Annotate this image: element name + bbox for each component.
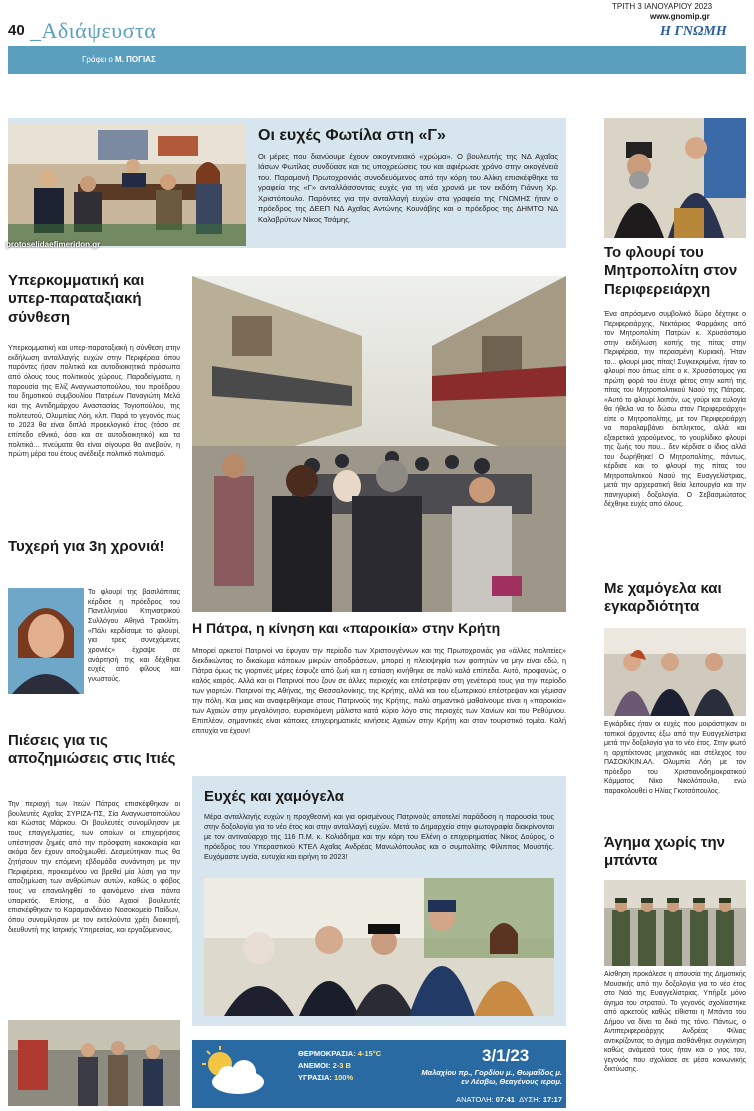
xamogela-photo xyxy=(604,628,746,716)
sunrise-value: 07:41 xyxy=(495,1095,515,1104)
newspaper-logo: Η ΓΝΩΜΗ xyxy=(660,24,727,39)
sunrise-label: ΑΝΑΤΟΛΗ: xyxy=(456,1095,494,1104)
xamogela-title: Με χαμόγελα και εγκαρδιότητα xyxy=(604,580,722,616)
xamogela-body: Εγκάρδιες ήταν οι ευχές που μοιράστηκαν οι τοπικοί άρχοντες έξω από την Ευαγγελίστρια μετά την δοξολογία για το νέο έτος. Στην φωτό η αρχιτέκτονας μηχανικός και στέλεχος του ΠΑΣΟΚ/ΚΙΝ.ΑΛ. Ολυμπία Λόη με τον πρόεδρο του Χριστιανοδημοκρατικού Κόμματος Νίκο Νικολόπουλο, ενώ παρακολουθεί ο Ηλίας Γκοτσόπουλος. xyxy=(604,721,746,795)
sun-times xyxy=(400,1095,562,1104)
tyxeri-body: Το φλουρί της βασιλόπιτας κέρδισε η πρόεδρος του Πανελληνίου Κτηνιατρικού Συλλόγου Αθηνά Τρακλίτη. «Πάλι κερδίσαμε το φλουρί, για τρεις συνεχόμενες χρονιές» έχραψε σε ανάρτησή της και δέχθηκε ευχές από φίλους και γνωστούς. xyxy=(88,589,180,683)
wind-label: ΑΝΕΜΟΙ: xyxy=(298,1061,331,1070)
fotila-title: Οι ευχές Φωτίλα στη «Γ» xyxy=(258,127,446,144)
byline xyxy=(82,55,156,64)
patra-body: Μπορεί αρκετοί Πατρινοί να έφυγαν την περίοδο των Χριστουγέννων και της Πρωτοχρονιάς για «άλλες πολιτείες» διεκδικώντας το δικαίωμα κάποιων μικρών αποδράσεων, μπορεί η πλειοψηφία των φοιτητών να μην είναι εδώ, η Πάτρα όμως τις γιορτινές μέρες έσφυζε από ζωή και η εστίαση κινήθηκε σε πολύ καλά επίπεδα. Αυτό, προφανώς, ο καλός καιρός. Αλλά και οι Πατρινοί που ζουν σε άλλες περιοχές και επέστρεψαν στη γενέτειρά τους για την περίοδο των γιορτών. Πατρινοί της Αθήνας, της Θεσσαλονίκης, της Κρήτης, αλλά και του εξωτερικού επέστρεψαν και γέμισαν την πόλη. Και μιας και αναφερθήκαμε στους Πατρινούς της Κρήτης, πολύ σημαντικό μαθαίνουμε είναι η «παροικία» των Αχαιών στην μεγαλόνησο, ευρισκόμενη μάλιστα κατά κύριο λόγο στις περιοχές των Χανίων και του Ρεθύμνου. Επιπλέον, σημαντικές είναι κάποιες επιχειρηματικές κινήσεις Αχαιών στην Κρήτη και στον τουριστικό τομέα. Καλή επιτυχία να έχουν! xyxy=(192,646,566,735)
wind-value: 2-3 B xyxy=(332,1061,351,1070)
byline-author: Μ. ΠΟΓΙΑΣ xyxy=(115,55,156,64)
page-number: 40 xyxy=(8,22,25,39)
pieseis-title: Πιέσεις για τις αποζημιώσεις στις Ιτιές xyxy=(8,732,176,768)
sunset-value: 17:17 xyxy=(542,1095,562,1104)
fotila-photo xyxy=(8,124,246,246)
weather-cloud-icon xyxy=(198,1046,268,1102)
humidity-label: ΥΓΡΑΣΙΑ: xyxy=(298,1073,332,1082)
eyxes-photo xyxy=(204,878,554,1016)
yperkommatiki-body: Υπερκομματική και υπερ-παραταξιακή η σύνθεση στην εκδήλωση ανταλλαγής ευχών στην Περιφέρεια όπου παρόντες ήσαν πολιτικά και αυτοδιοικητικά πρόσωπα από όλους τους πολιτικούς χώρους. Παραδείγματα, η παρουσία της Ελίζ Αναγνωστοπούλου, του προέδρου του δημοτικού συμβουλίου Πατρέων Παναγιώτη Μελά και της Αντιδημάρχου Αναστασίας Τογιοπούλου, της πολιτευτού, Ολυμπίας Λόη, κλπ. Παρά το γεγονός πως το 2023 θα είναι διπλά προεκλογικό έτος (τόσο σε επίπεδο εθνικό, όσο και σε αυτοδιοικητικό) και τα πολιτικά... πνεύματα θα είναι σίγουρα θα ανεβούν, η πρώτη μέρα του έτους ανέδειξε πολιτικό πολιτισμό. xyxy=(8,345,180,459)
saints-of-day: Μαλαχίου πρ., Γορδίου μ., Θωμαΐδος μ. εν Λέσβω, Θεαγένους ιερομ. xyxy=(421,1068,562,1087)
issue-date: ΤΡΙΤΗ 3 ΙΑΝΟΥΑΡΙΟΥ 2023 xyxy=(612,2,713,11)
agima-body: Αίσθηση προκάλεσε η απουσία της Δημοτικής Μουσικής από την δοξολογία για το νέο έτος στο Ναό της Ευαγγελίστριας. Υπήρξε μόνο άγημα του στρατού. Το γεγονός σχολίαστηκε από αρκετούς καθώς είθισται η Μπάντα του Δήμου να δίνει το δικό της τόνο. Πάντως, ο Αντιπεριφερειάρχης Ανδρέας Φίλιας αντικρίζοντας το άγημα αισθάνθηκε συγκίνηση καθώς ανάμεσά τους ήταν και ο γιος του, γεγονός που σχολίασε σε μέσο κοινωνικής δικτύωσης. xyxy=(604,971,746,1074)
fotila-body: Οι μέρες που διανύουμε έχουν οικογενειακό «χρώμα». Ο βουλευτής της ΝΔ Αχαΐας Ιάσων Φωτίλας συνδύασε και τις υποχρεώσεις του και αφιέρωσε χρόνο στην οικογένειά του. Παραμονή Πρωτοχρονιάς συνοδευόμενος από την κόρη του Αλίκη επισκέφθηκε τα γραφεία της «Γ» ανταλλάσσοντας ευχές για τη νέα χρονιά με τον εκδότη Γιάννη Χρ. Χριστόπουλο. Παρόντες για την ανταλλαγή ευχών στα γραφεία της ΓΝΩΜΗΣ ήταν ο πρόεδρος της ΔΕΕΠ ΝΔ Αχαΐας Αντώνης Κουνάβης και ο πρόεδρος της ΔΗΜΤΟ ΝΔ Καλαβρύτων Νίκος Τσάμης. xyxy=(258,152,558,224)
traklitis-portrait xyxy=(8,588,84,694)
agima-title: Άγημα χωρίς την μπάντα xyxy=(604,834,725,870)
patra-street-photo xyxy=(192,276,566,612)
weather-date: 3/1/23 xyxy=(482,1046,530,1065)
temperature-value: 4-15°C xyxy=(357,1049,382,1058)
flouri-photo xyxy=(604,118,746,238)
tyxeri-title: Τυχερή για 3η χρονιά! xyxy=(8,538,165,555)
weather-stats xyxy=(298,1048,381,1084)
flouri-title: Το φλουρί του Μητροπολίτη στον Περιφερειάρχη xyxy=(604,244,738,298)
section-title: _Αδιάψευστα xyxy=(30,18,157,43)
flouri-body: Ένα απρόσμενο συμβολικό δώρο δέχτηκε ο Περιφερειάρχης, Νεκτάριος Φαρμάκης από τον Μητροπολίτη Πατρών κ. Χρυσόστομο στην εκδήλωση κοπής της πίτας στην Περιφέρεια, την περασμένη Κυριακή. Ήταν το... φλουρί μιας πίτας! Συγκεκριμένα, ήταν το φλουρί που όπως είπε ο κ. Χρυσόστομος για πρώτη φορά του έτυχε φέτος στην κοπή της πίτας του Μητροπολιτικού Ναού της Πάτρας. «Αυτό το φλουρί λοιπόν, ως γούρι και ευλογία θα ήθελα να το δώσω στον Περιφερειάρχη» είπε ο Μητροπολίτης, με τον Περιφερειάρχη να παραλαμβάνει έκπληκτος, αλλά και εξαιρετικά χαρούμενος, το γουρλίδικο φλουρί της ζωής του που... δεν κέρδισε ο ίδιος αλλά του δωρήθηκε! Ο Μητροπολίτης, πάντως, κέρδισε και το φλουρί της πίτας του Μητροπολιτικού Ναού της Ευαγγελίστριας, μετά την αρχιερατική θεία λειτουργία και την πανηγυρική δοξολογία. Ο Σεβασμιώτατος δέχθηκε ευχές από όλους. xyxy=(604,311,746,509)
eyxes-body: Μέρα ανταλλαγής ευχών η προχθεσινή και για ορισμένους Πατρινούς αποτελεί παράδοση η παρουσία τους στην δοξολογία για το νέο έτος και στην ανταλλαγή ευχών. Μετά το Δημαρχείο στην φωτογραφία διακρίνονται με τον αντιναύαρχο της 116 Π.Μ. κ. Κολιάδημα και την κόρη του Ελένη ο επιχειρηματίας Νίκος Δούρος, ο πρόεδρος του Υπεραστικού ΚΤΕΛ Αχαΐας Ανδρέας Μανωλόπουλος και ο συμπολίτης Φίλιππος Μουστής. Ευχόμαστε υγεία, ευτυχία και ειρήνη το 2023! xyxy=(204,812,554,861)
yperkommatiki-title: Υπερκομματική και υπερ-παραταξιακή σύνθεση xyxy=(8,272,145,326)
patra-title: Η Πάτρα, η κίνηση και «παροικία» στην Κρήτη xyxy=(192,620,501,636)
sunset-label: ΔΥΣΗ: xyxy=(519,1095,541,1104)
temperature-label: ΘΕΡΜΟΚΡΑΣΙΑ: xyxy=(298,1049,356,1058)
watermark: protoselidaefimeridon.gr xyxy=(6,240,101,249)
agima-photo xyxy=(604,880,746,966)
pieseis-body: Την περιοχή των Ιτεών Πάτρας επισκέφθηκαν οι βουλευτές Αχαΐας ΣΥΡΙΖΑ-ΠΣ, Σία Αναγνωστοπούλου και Κώστας Μάρκου. Οι βουλευτές συνομίλησαν με τους επαγγελματίες, των οποίων οι επιχειρήσεις υπέστησαν ζημιές από την πρόσφατη κακοκαιρία και ακόμα δεν έχουν αποζημιωθεί. Δεσμεύτηκαν πως θα ζητήσουν την επόμενη εβδομάδα συνάντηση με την Περιφέρεια, προκειμένου να βρεθεί μία λύση για την αποζημίωση των ανθρώπων αυτών, καθώς ο φόβος τους να επαναληφθεί το φαινόμενο είναι πάντα υπαρκτός. Επίσης, α δύο Αχαιοί βουλευτές επισκέφθηκαν το Καραμανδάνειο Νοσοκομείο Παίδων, όπου συνομίλησαν με τον εκτελούντα χρέη διοικητή, διευθυντή της Ιατρικής Υπηρεσίας, και εργαζόμενους. xyxy=(8,801,180,934)
itia-photo xyxy=(8,1020,180,1106)
website-link[interactable]: www.gnomip.gr xyxy=(650,12,710,21)
humidity-value: 100% xyxy=(333,1073,354,1082)
eyxes-title: Ευχές και χαμόγελα xyxy=(204,788,345,805)
byline-prefix: Γράφει ο xyxy=(82,55,113,64)
